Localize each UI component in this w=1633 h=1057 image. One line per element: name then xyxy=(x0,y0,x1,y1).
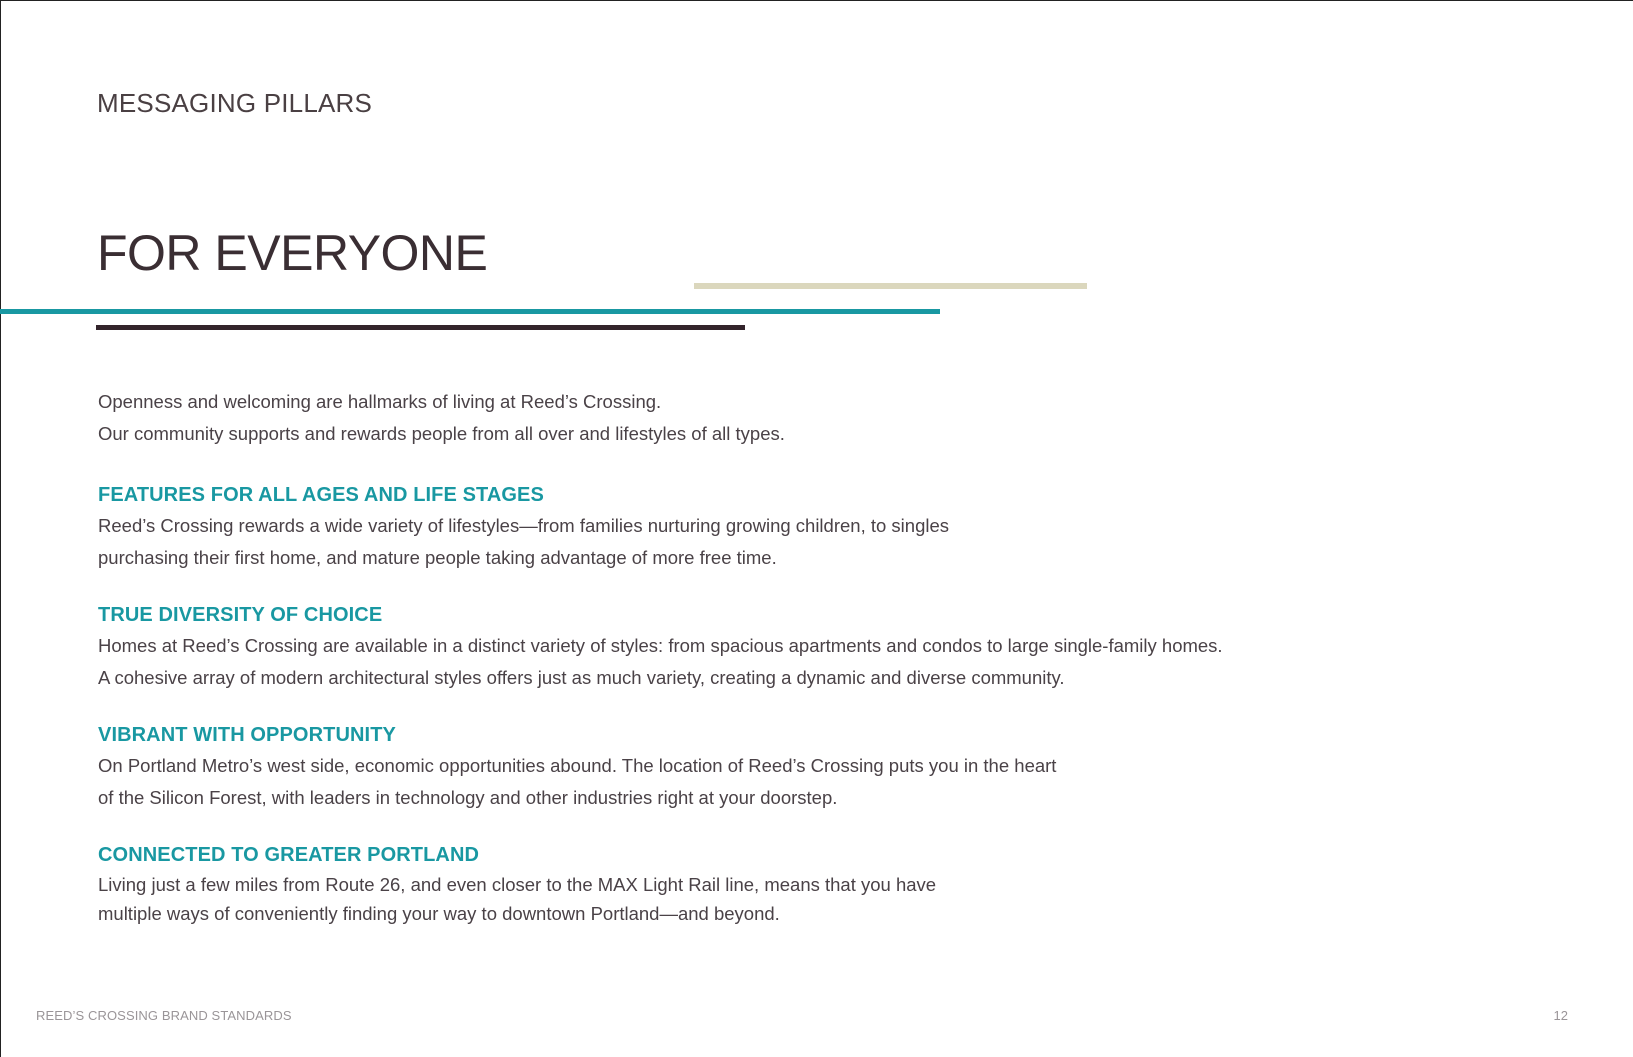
pillar-body-line: A cohesive array of modern architectural styles offers just as much variety, creating a dynamic and diverse community. xyxy=(98,667,1065,688)
dark-accent-rule xyxy=(96,325,745,330)
pillar-body-line: Living just a few miles from Route 26, and even closer to the MAX Light Rail line, means that you have xyxy=(98,874,937,895)
pillar-body-line: Homes at Reed’s Crossing are available in a distinct variety of styles: from spacious apartments and condos to large single-family homes. xyxy=(98,635,1223,656)
pillar-body-line: purchasing their first home, and mature people taking advantage of more free time. xyxy=(98,547,777,568)
page-title: FOR EVERYONE xyxy=(97,225,488,281)
intro-line: Openness and welcoming are hallmarks of living at Reed’s Crossing. xyxy=(98,391,662,412)
pillar-body-line: of the Silicon Forest, with leaders in technology and other industries right at your doorstep. xyxy=(98,787,838,808)
tan-accent-rule xyxy=(694,283,1087,289)
pillar-heading: TRUE DIVERSITY OF CHOICE xyxy=(98,604,383,626)
pillar-heading: VIBRANT WITH OPPORTUNITY xyxy=(98,724,396,746)
content-body xyxy=(98,386,1398,928)
pillar-heading: FEATURES FOR ALL AGES AND LIFE STAGES xyxy=(98,484,544,506)
pillar-body-line: multiple ways of conveniently finding your way to downtown Portland—and beyond. xyxy=(98,903,780,924)
pillar-vibrant-with-opportunity xyxy=(98,720,1398,814)
pillar-connected-to-greater-portland xyxy=(98,840,1398,928)
pillar-true-diversity-of-choice xyxy=(98,600,1398,694)
footer-page-number: 12 xyxy=(1553,1008,1568,1023)
pillar-body-line: Reed’s Crossing rewards a wide variety of lifestyles—from families nurturing growing children, to singles xyxy=(98,515,950,536)
pillar-features-for-all-ages xyxy=(98,480,1398,574)
pillar-body-line: On Portland Metro’s west side, economic opportunities abound. The location of Reed’s Crossing puts you in the heart xyxy=(98,755,1057,776)
intro-line: Our community supports and rewards people from all over and lifestyles of all types. xyxy=(98,423,785,444)
intro-paragraph xyxy=(98,386,1398,450)
section-label: MESSAGING PILLARS xyxy=(97,88,373,118)
footer-document-name: REED’S CROSSING BRAND STANDARDS xyxy=(36,1008,292,1023)
teal-accent-rule xyxy=(0,309,940,314)
pillar-heading: CONNECTED TO GREATER PORTLAND xyxy=(98,844,480,866)
